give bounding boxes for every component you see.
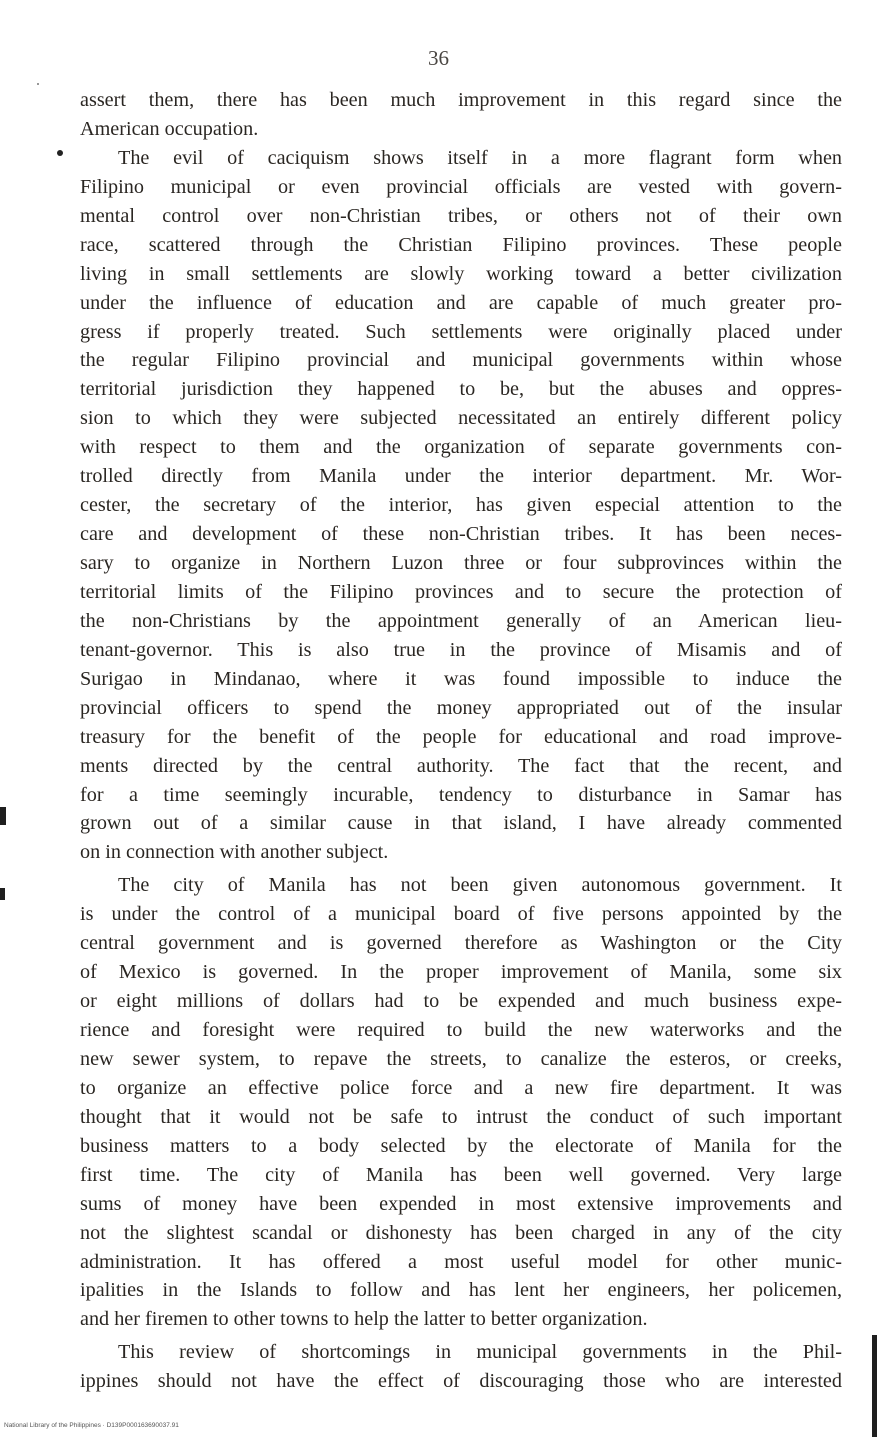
text-line: tenant-governor. This is also true in the province of Misamis and of — [80, 638, 842, 661]
text-line: administration. It has offered a most useful model for other munic- — [80, 1250, 842, 1273]
footer-stamp: National Library of the Philippines · D139P000163690037.91 — [4, 1422, 179, 1429]
text-line: assert them, there has been much improvement in this regard since the — [80, 89, 842, 111]
text-line: rience and foresight were required to build the new waterworks and the — [80, 1019, 842, 1041]
text-line: sion to which they were subjected necessitated an entirely different policy — [80, 407, 842, 430]
text-line: the regular Filipino provincial and municipal governments within whose — [80, 349, 842, 372]
text-line: and her firemen to other towns to help the latter to better organization. — [80, 1308, 648, 1331]
text-line: business matters to a body selected by the electorate of Manila for the — [80, 1134, 842, 1157]
text-line: The evil of caciquism shows itself in a more flagrant form when — [118, 146, 842, 169]
text-line: provincial officers to spend the money appropriated out of the insular — [80, 696, 842, 719]
text-line: ments directed by the central authority. The fact that the recent, and — [80, 754, 842, 777]
text-line: the non-Christians by the appointment generally of an American lieu- — [80, 609, 842, 632]
binding-edge-mark — [0, 807, 6, 825]
text-line: for a time seemingly incurable, tendency to disturbance in Samar has — [80, 783, 842, 806]
text-line: This review of shortcomings in municipal governments in the Phil- — [118, 1341, 842, 1364]
text-line: thought that it would not be safe to intrust the conduct of such important — [80, 1105, 842, 1128]
text-line: trolled directly from Manila under the interior department. Mr. Wor- — [80, 465, 842, 488]
text-line: first time. The city of Manila has been well governed. Very large — [80, 1163, 842, 1186]
text-line: sums of money have been expended in most extensive improvements and — [80, 1192, 842, 1215]
text-line: grown out of a similar cause in that island, I have already commented — [80, 812, 842, 835]
text-line: new sewer system, to repave the streets, to canalize the esteros, or creeks, — [80, 1047, 842, 1070]
text-line: is under the control of a municipal board of five persons appointed by the — [80, 903, 842, 926]
text-line: territorial limits of the Filipino provinces and to secure the protection of — [80, 580, 842, 603]
text-line: treasury for the benefit of the people for educational and road improve- — [80, 725, 842, 748]
text-line: Filipino municipal or even provincial officials are vested with govern- — [80, 175, 842, 198]
right-edge-mark — [872, 1335, 877, 1437]
body-text — [80, 86, 842, 1396]
text-line: or eight millions of dollars had to be expended and much business expe- — [80, 990, 842, 1013]
text-line: mental control over non-Christian tribes, or others not of their own — [80, 204, 842, 227]
margin-dot-mark — [57, 150, 63, 156]
text-line: territorial jurisdiction they happened to be, but the abuses and oppres- — [80, 378, 842, 401]
text-line: gress if properly treated. Such settlements were originally placed under — [80, 320, 842, 343]
text-line: American occupation. — [80, 117, 259, 140]
text-line: sary to organize in Northern Luzon three or four subprovinces within the — [80, 552, 842, 574]
text-line: The city of Manila has not been given autonomous government. It — [118, 874, 842, 897]
text-line: not the slightest scandal or dishonesty has been charged in any of the city — [80, 1221, 842, 1244]
text-line: of Mexico is governed. In the proper improvement of Manila, some six — [80, 961, 842, 984]
text-line: on in connection with another subject. — [80, 841, 389, 864]
text-line: cester, the secretary of the interior, has given especial attention to the — [80, 494, 842, 517]
text-line: with respect to them and the organization of separate governments con- — [80, 436, 842, 459]
text-line: ippines should not have the effect of discouraging those who are interested — [80, 1370, 842, 1393]
text-line: race, scattered through the Christian Filipino provinces. These people — [80, 233, 842, 256]
text-line: care and development of these non-Christian tribes. It has been neces- — [80, 523, 842, 546]
speck-mark — [37, 83, 39, 85]
text-line: under the influence of education and are capable of much greater pro- — [80, 291, 842, 314]
text-line: ipalities in the Islands to follow and has lent her engineers, her policemen, — [80, 1279, 842, 1302]
text-line: central government and is governed therefore as Washington or the City — [80, 932, 842, 955]
text-line: living in small settlements are slowly working toward a better civilization — [80, 262, 842, 285]
binding-edge-mark — [0, 888, 5, 900]
text-line: to organize an effective police force and a new fire department. It was — [80, 1076, 842, 1099]
page-number: 36 — [428, 46, 449, 70]
text-line: Surigao in Mindanao, where it was found impossible to induce the — [80, 667, 842, 690]
